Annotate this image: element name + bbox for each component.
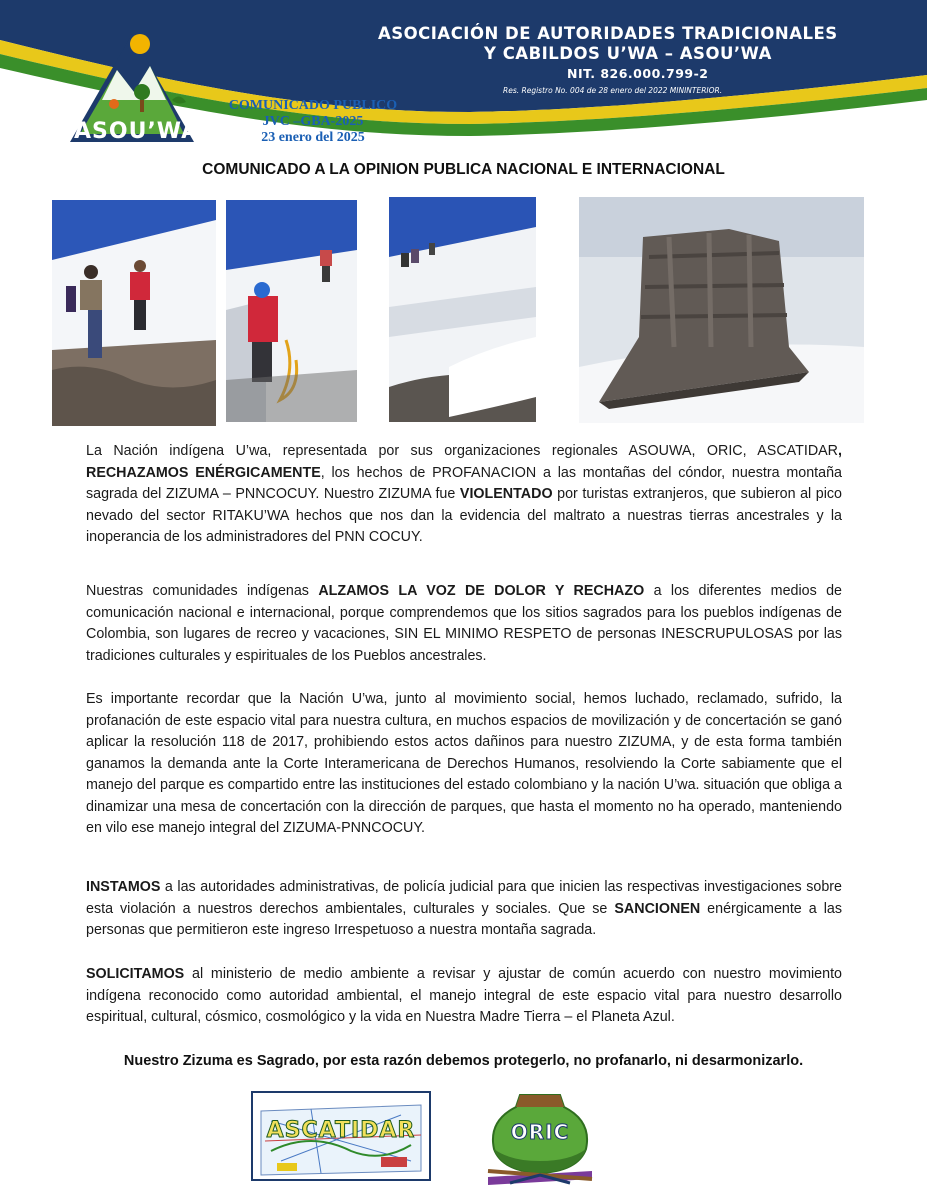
- ascatidar-wordmark: ASCATIDAR: [266, 1118, 416, 1143]
- photo-climbers-glacier-1: [52, 200, 216, 426]
- paragraph-2-bold-a: ALZAMOS LA VOZ DE DOLOR Y RECHAZO: [318, 583, 645, 599]
- closing-statement: Nuestro Zizuma es Sagrado, por esta razón debemos protegerlo, no profanarlo, ni desarmonizarlo.: [123, 1053, 804, 1069]
- org-registration: Res. Registro No. 004 de 28 enero del 2022 MININTERIOR.: [503, 86, 723, 95]
- paragraph-4-bold-b: SANCIONEN: [614, 900, 701, 917]
- communique-code: JVC –GBA-2025: [262, 114, 364, 129]
- paragraph-2-text-b: a los diferentes medios de comunicación nacional e internacional, porque comprendemos que los sitios sagrados para los pueblos indígenas de Colombia, son lugares de recreo y vacaciones, SIN EL MINIMO RESPETO de personas INESCRUPULOSAS por las tradiciones culturales y espirituales de los Pueblos ancestrales.: [86, 583, 843, 664]
- letterhead: [0, 0, 927, 150]
- oric-wordmark: ORIC: [510, 1120, 570, 1144]
- paragraph-1-text-a: La Nación indígena U’wa, representada por sus organizaciones regionales ASOUWA, ORIC, ASCATIDAR: [86, 443, 839, 459]
- photo-climbers-glacier-2: [226, 200, 357, 422]
- communique-date: 23 enero del 2025: [261, 130, 365, 145]
- paragraph-2-text-a: Nuestras comunidades indígenas: [86, 583, 319, 599]
- org-name-line2: Y CABILDOS U’WA – ASOU’WA: [484, 44, 772, 63]
- paragraph-1-text-c: por turistas extranjeros, que subieron al pico nevado del sector RITAKU’WA hechos que nos dan la evidencia del maltrato a nuestras tierras ancestrales y la inoperancia de los administradores del PNN COCUY.: [86, 486, 842, 545]
- org-name-line1: ASOCIACIÓN DE AUTORIDADES TRADICIONALES: [378, 24, 838, 43]
- photo-climbers-glacier-3: [389, 197, 536, 422]
- paragraph-5-bold-a: SOLICITAMOS: [86, 966, 185, 982]
- paragraph-1-text-b: , los hechos de PROFANACION a las montañas del cóndor, nuestra montaña sagrada del ZIZUMA – PNNCOCUY. Nuestro ZIZUMA fue: [86, 464, 842, 502]
- paragraph-5: [86, 964, 842, 1029]
- org-nit: NIT. 826.000.799-2: [567, 66, 709, 81]
- logo-wordmark: ASOU’WA: [74, 119, 200, 144]
- paragraph-1: [86, 441, 842, 549]
- paragraph-4: [86, 877, 842, 942]
- paragraph-1-bold-b: VIOLENTADO: [459, 486, 553, 502]
- paragraph-4-text-a: a las autoridades administrativas, de policía judicial para que inicien las respectivas investigaciones sobre esta violación a nuestros derechos ambientales, culturales y sociales. Que se: [86, 879, 842, 917]
- paragraph-5-text-a: al ministerio de medio ambiente a revisar y ajustar de común acuerdo con nuestro movimiento indígena reconocido como autoridad ambiental, el manejo integral de este espacio vital para nuestro desarrollo espiritual, cultural, cósmico, cosmológico y la vida en Nuestra Madre Tierra – el Planeta Azul.: [86, 966, 842, 1025]
- paragraph-3: Es importante recordar que la Nación U’wa, junto al movimiento social, hemos luchado, reclamado, sufrido, la profanación de este espacio vital para nuestra cultura, en muchos espacios de movilización y de concertación se ganó aplicar la resolución 118 de 2017, prohibiendo estos actos dañinos para nuestro ZIZUMA, y de esta forma también ganamos la demanda ante la Corte Interamericana de Derechos Humanos, resolviendo la Corte sabiamente que el manejo del parque es compartido entre las instituciones del estado colombiano y la nación U’wa. situación que obliga a dinamizar una mesa de concertación con la dirección de parques, que hasta el momento no ha operado, manteniendo en vilo ese manejo integral del ZIZUMA-PNNCOCUY.: [86, 691, 842, 836]
- photo-ritakuwa-peak: [579, 197, 864, 423]
- communique-label: COMUNICADO PUBLICO: [228, 98, 398, 113]
- paragraph-2: [86, 581, 842, 667]
- paragraph-1-bold-a: , RECHAZAMOS ENÉRGICAMENTE: [86, 443, 842, 481]
- paragraph-4-bold-a: INSTAMOS: [86, 879, 161, 895]
- ascatidar-logo: [251, 1091, 431, 1181]
- page-title: COMUNICADO A LA OPINION PUBLICA NACIONAL E INTERNACIONAL: [202, 161, 725, 178]
- oric-logo: [480, 1087, 600, 1187]
- paragraph-4-text-b: enérgicamente a las personas que permitieron este ingreso Irrespetuoso a nuestra montaña sagrada.: [86, 900, 842, 938]
